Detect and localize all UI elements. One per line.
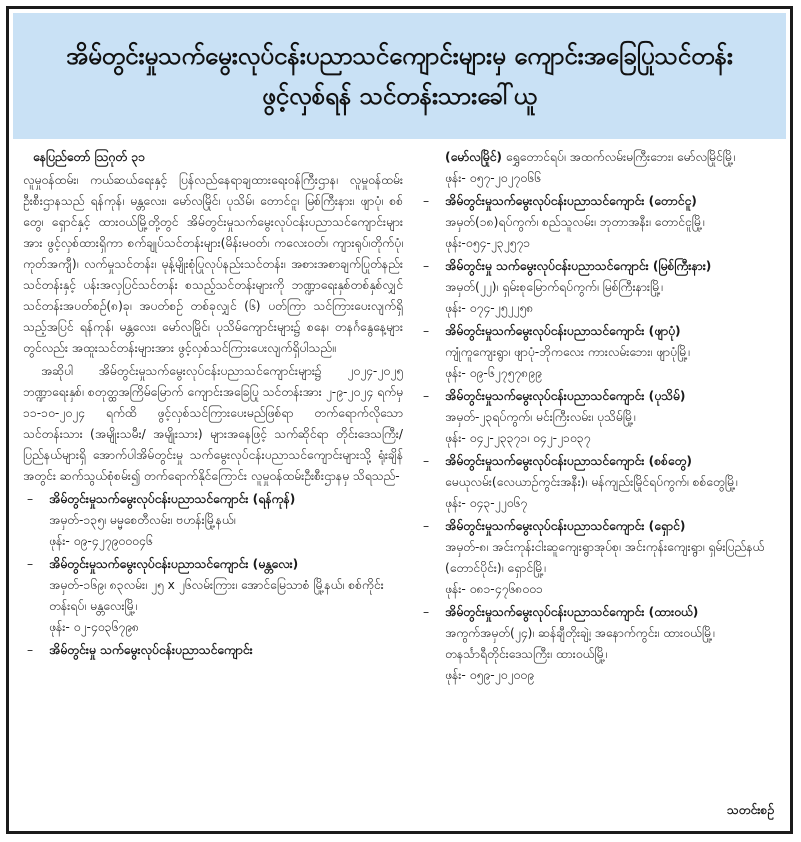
list-dash: – [423, 324, 430, 338]
dateline: နေပြည်တော် ဩဂုတ် ၃၁ [33, 150, 146, 164]
school-entry-pathein [419, 386, 780, 449]
school-entry-taungoo [419, 191, 780, 254]
list-dash: – [27, 557, 34, 571]
article-columns [23, 147, 780, 825]
school-address: အမှတ်-၈၊ အင်းကုန်းငါးဆူကျေးရွာအုပ်စု၊ အင်းကုန်းကျေးရွာ၊ ရှမ်းပြည်နယ် (တောင်ပိုင်း)၊ ရှောင်မြို့၊ [445, 540, 765, 575]
list-dash: – [423, 259, 430, 273]
school-entry-yangon [23, 489, 403, 552]
list-dash: – [423, 605, 430, 619]
headline-line-1: အိမ်တွင်းမှုသက်မွေးလုပ်ငန်းပညာသင်ကျောင်းများမှ ကျောင်းအခြေပြုသင်တန်း [66, 42, 733, 70]
school-entry-pyapon [419, 321, 780, 384]
school-phone: ဖုန်း- ၀၂-၄၀၃၆၇၉၈ [49, 620, 139, 634]
right-column [413, 147, 780, 825]
school-phone: ဖုန်း- ၀၉-၆၂၇၅၇၈၉၉ [445, 366, 542, 380]
school-name: အိမ်တွင်းမှုသက်မွေးလုပ်ငန်းပညာသင်ကျောင်း (စစ်တွေ) [445, 454, 692, 468]
school-address: အမှတ်-၁၆၉၊ ၈၃လမ်း၊ ၂၅ x ၂၆လမ်းကြား၊ အောင်မြေသာစံ မြို့နယ်၊ စစ်ကိုင်းတန်းရပ်၊ မန္တလေးမြို့၊ [49, 578, 384, 613]
school-name: အိမ်တွင်းမှုသက်မွေးလုပ်ငန်းပညာသင်ကျောင်း (ပုသိမ်) [445, 389, 686, 403]
school-address: အမှတ်(၁၈)ရပ်ကွက်၊ စည်သူလမ်း၊ ဘုတာအနီး၊ တောင်ငူမြို့၊ [445, 215, 705, 229]
headline-banner [13, 13, 786, 139]
body-paragraph-2: အဆိုပါ အိမ်တွင်းမှုသက်မွေးလုပ်ငန်းပညာသင်ကျောင်းများ၌ ၂၀၂၄-၂၀၂၅ ဘဏ္ဍာရေးနှစ်၊ စတုတ္ထအကြိမ်မြောက် ကျောင်းအခြေပြု သင်တန်းအား ၂-၉-၂၀၂၄ ရက်မှ ၁၁-၁၀-၂၀၂၄ ရက်ထိ ဖွင့်လှစ်သင်ကြားပေးမည်ဖြစ်ရာ တက်ရောက်လိုသော သင်တန်းသား (အမျိုးသမီး/ အမျိုးသား) များအနေဖြင့် သက်ဆိုင်ရာ တိုင်းဒေသကြီး/ပြည်နယ်များရှိ အောက်ပါအိမ်တွင်းမှု သက်မွေးလုပ်ငန်းပညာသင်ကျောင်းများသို့ ရုံးချိန်အတွင်း ဆက်သွယ်စုံစမ်း၍ တက်ရောက်နိုင်ကြောင်း လူမှုဝန်ထမ်းဦးစီးဌာနမှ သိရသည်- [23, 364, 403, 483]
school-phone: ဖုန်း- ၀၉-၄၂၇၉၀၀၀၄၆ [49, 534, 153, 548]
school-entry-sittwe [419, 451, 780, 514]
list-dash: – [423, 194, 430, 208]
list-dash: – [27, 492, 34, 506]
school-name: အိမ်တွင်းမှုသက်မွေးလုပ်ငန်းပညာသင်ကျောင်း (တောင်ငူ) [445, 194, 697, 208]
school-address: မေယုလမ်း(လေယာဉ်ကွင်းအနီး)၊ မန်ကျည်းမြိုင်ရပ်ကွက်၊ စစ်တွေမြို့၊ [445, 475, 738, 489]
school-name: အိမ်တွင်းမှုသက်မွေးလုပ်ငန်းပညာသင်ကျောင်း (ထားဝယ်) [445, 605, 699, 619]
school-name: (မော်လမြိုင်) [445, 150, 502, 164]
school-entry-dawei [419, 602, 780, 686]
signoff: သတင်းစဉ် [726, 803, 774, 817]
body-paragraph-1: လူမှုဝန်ထမ်း၊ ကယ်ဆယ်ရေးနှင့် ပြန်လည်နေရာချထားရေးဝန်ကြီးဌာန၊ လူမှုဝန်ထမ်းဦးစီးဌာနသည် ရန်ကုန်၊ မန္တလေး၊ မော်လမြိုင်၊ ပုသိမ်၊ တောင်ငူ၊ မြစ်ကြီးနား၊ ဖျာပုံ၊ စစ်တွေ၊ ရှောင်နှင့် ထားဝယ်မြို့တို့တွင် အိမ်တွင်းမှုသက်မွေးလုပ်ငန်းပညာသင်ကျောင်းများအား ဖွင့်လှစ်ထားရှိကာ စက်ချုပ်သင်တန်းများ(မိန်းမဝတ်၊ ကလေးဝတ်၊ ကျားရုပ်၊တိုက်ပုံ၊ကုတ်အကျီ)၊ လက်မှုသင်တန်း၊ မုန့်မျိုးစုံပြုလုပ်နည်းသင်တန်း၊ အစားအစာချက်ပြုတ်နည်းသင်တန်းနှင့် ပန်းအလှပြင်သင်တန်း စသည့်သင်တန်းများကို ဘဏ္ဍာရေးနှစ်တစ်နှစ်လျှင် သင်တန်းအပတ်စဉ်(၈)ခု၊ အပတ်စဉ် တစ်ခုလျှင် (၆) ပတ်ကြာ သင်ကြားပေးလျက်ရှိသည့်အပြင် ရန်ကုန်၊ မန္တလေး၊ မော်လမြိုင်၊ ပုသိမ်ကျောင်းများ၌ စနေ၊ တနင်္ဂနွေနေ့များတွင်လည်း အထူးသင်တန်းများအား ဖွင့်လှစ်သင်ကြားပေးလျက်ရှိပါသည်။ [23, 173, 403, 355]
list-dash: – [27, 643, 34, 657]
school-name: အိမ်တွင်းမှု သက်မွေးလုပ်ငန်းပညာသင်ကျောင်း [49, 643, 253, 657]
school-phone: ဖုန်း- ၀၄၂-၂၃၃၇၁၊ ၀၄၂-၂၁၀၃၇ [445, 431, 591, 445]
school-name: အိမ်တွင်းမှုသက်မွေးလုပ်ငန်းပညာသင်ကျောင်း (ရှောင်) [445, 519, 686, 533]
school-phone: ဖုန်း- ၀၅၉-၂၀၂၀၀၉ [445, 668, 534, 682]
school-entry-mawlamyine-start [23, 640, 403, 661]
left-column [23, 147, 413, 825]
school-phone: ဖုန်း- ၀၅၇-၂၀၂၇၀၆၆ [445, 171, 541, 185]
school-name: အိမ်တွင်းမှုသက်မွေးလုပ်ငန်းပညာသင်ကျောင်း (ဖျာပုံ) [445, 324, 681, 338]
school-entry-mawlamyine [419, 147, 780, 189]
school-address: အမှတ်-၂၃ရပ်ကွက်၊ မင်းကြီးလမ်း၊ ပုသိမ်မြို့၊ [445, 410, 636, 424]
school-address: ရွှေတောင်ရပ်၊ အထက်လမ်းမကြီးဘေး၊ မော်လမြိုင်မြို့၊ [505, 150, 736, 164]
headline-line-2: ဖွင့်လှစ်ရန် သင်တန်းသားခေါ်ယူ [262, 82, 537, 110]
list-dash: – [423, 519, 430, 533]
school-name: အိမ်တွင်းမှု သက်မွေးလုပ်ငန်းပညာသင်ကျောင်း (မြစ်ကြီးနား) [445, 259, 712, 273]
school-phone: ဖုန်း- ၀၄၃-၂၂၀၆၇ [445, 496, 528, 510]
article-frame [6, 6, 793, 834]
school-entry-shaung [419, 516, 780, 600]
school-address: ကျုံကူကျေးရွာ၊ ဖျာပုံ-ဘိုကလေး ကားလမ်းဘေး၊ ဖျာပုံမြို့၊ [445, 345, 690, 359]
school-phone: ဖုန်း- ၀၈၁-၄၇၆၈၀၀၁ [445, 582, 543, 596]
school-phone: ဖုန်း- ၀၇၄-၂၅၂၂၅၈ [445, 301, 534, 315]
school-address: အမှတ်-၁၃၅၊ မမ္မစေတီလမ်း၊ ဗဟန်းမြို့နယ်၊ [49, 513, 236, 527]
school-entry-myitkyina [419, 256, 780, 319]
list-dash: – [423, 389, 430, 403]
school-entry-mandalay [23, 554, 403, 638]
list-dash: – [423, 454, 430, 468]
school-address: အမှတ်(၂၂)၊ ရှမ်းစုမြောက်ရပ်ကွက်၊ မြစ်ကြီးနားမြို့၊ [445, 280, 663, 294]
school-name: အိမ်တွင်းမှုသက်မွေးလုပ်ငန်းပညာသင်ကျောင်း (ရန်ကုန်) [49, 492, 296, 506]
school-name: အိမ်တွင်းမှုသက်မွေးလုပ်ငန်းပညာသင်ကျောင်း (မန္တလေး) [49, 557, 299, 571]
school-address: အကွက်အမှတ်(၂၄)၊ ဆန်ချီတိုးချဲ့၊ အနောက်ကွင်း၊ ထားဝယ်မြို့၊ တနင်္သာရီတိုင်းဒေသကြီး၊ ထားဝယ်မြို့၊ [445, 626, 715, 661]
school-phone: ဖုန်း-၀၅၄-၂၃၂၅၇၁ [445, 236, 531, 250]
